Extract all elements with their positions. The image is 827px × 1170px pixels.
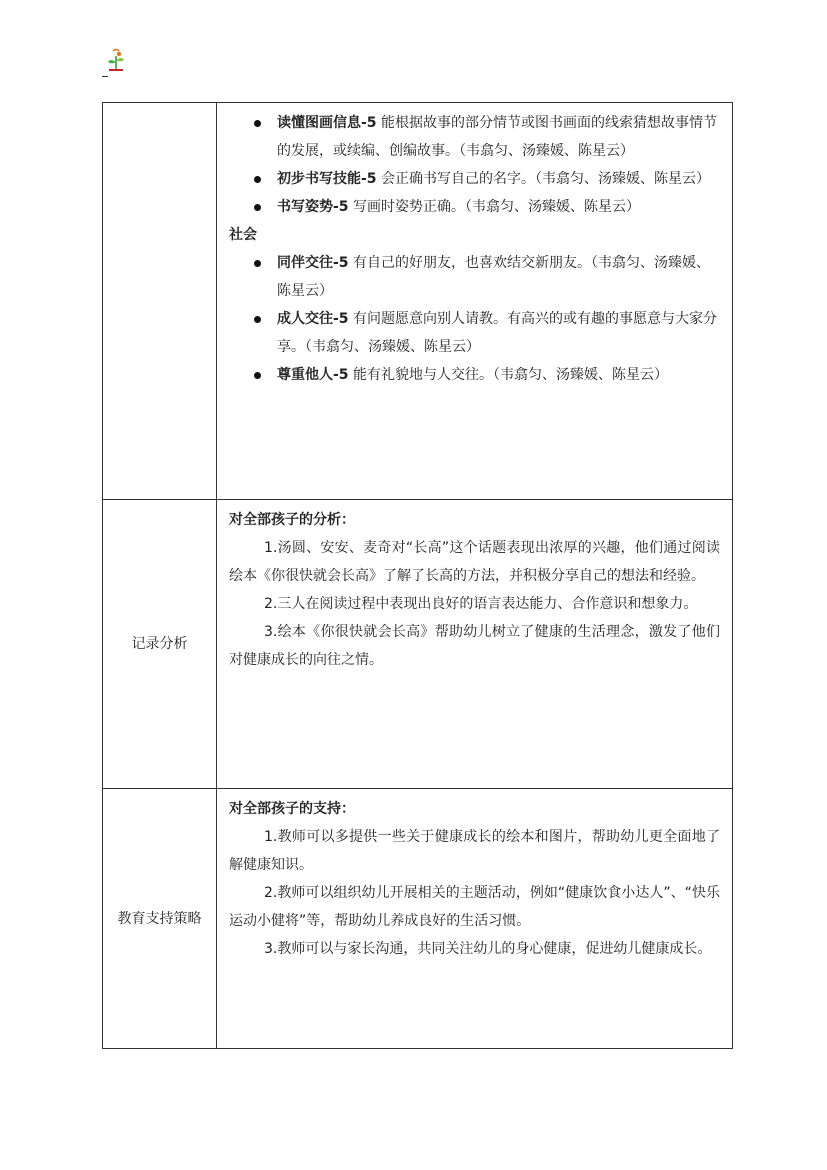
support-title: 对全部孩子的支持：: [229, 801, 355, 817]
analysis-paragraph: 1.汤圆、安安、麦奇对“长高”这个话题表现出浓厚的兴趣，他们通过阅读绘本《你很快就会长高》了解了长高的方法，并积极分享自己的想法和经验。: [229, 540, 720, 584]
list-item: 成人交往-5 有问题愿意向别人请教。有高兴的或有趣的事愿意与大家分享。（韦翕匀、汤臻媛、陈星云）: [229, 305, 720, 361]
list-item: 初步书写技能-5 会正确书写自己的名字。（韦翕匀、汤臻媛、陈星云）: [229, 165, 720, 193]
support-paragraph: 2.教师可以组织幼儿开展相关的主题活动，例如“健康饮食小达人”、“快乐运动小健将”等，帮助幼儿养成良好的生活习惯。: [229, 885, 720, 929]
bullet-icon: [254, 372, 261, 379]
kindergarten-logo-icon: [105, 48, 127, 74]
table-row: [103, 789, 733, 1049]
record-analysis-label: 记录分析: [103, 500, 217, 789]
bullet-icon: [254, 316, 261, 323]
bullet-icon: [254, 260, 261, 267]
bullet-icon: [254, 176, 261, 183]
bullet-icon: [254, 120, 261, 127]
list-item: 读懂图画信息-5 能根据故事的部分情节或图书画面的线索猜想故事情节的发展，或续编、创编故事。（韦翕匀、汤臻媛、陈星云）: [229, 109, 720, 165]
bullet-icon: [254, 204, 261, 211]
row-label: [103, 103, 217, 500]
analysis-paragraph: 3.绘本《你很快就会长高》帮助幼儿树立了健康的生活理念，激发了他们对健康成长的向往之情。: [229, 624, 720, 668]
list-item: 同伴交往-5 有自己的好朋友，也喜欢结交新朋友。（韦翕匀、汤臻媛、陈星云）: [229, 249, 720, 305]
analysis-paragraph: 2.三人在阅读过程中表现出良好的语言表达能力、合作意识和想象力。: [264, 596, 698, 612]
support-strategy-label: 教育支持策略: [103, 789, 217, 1049]
list-item: 尊重他人-5 能有礼貌地与人交往。（韦翕匀、汤臻媛、陈星云）: [229, 361, 720, 389]
observation-record-table: [102, 102, 733, 1049]
support-paragraph: 1.教师可以多提供一些关于健康成长的绘本和图片，帮助幼儿更全面地了解健康知识。: [229, 829, 720, 873]
support-paragraph: 3.教师可以与家长沟通，共同关注幼儿的身心健康，促进幼儿健康成长。: [264, 941, 712, 957]
social-section-title: 社会: [229, 227, 257, 243]
social-goal-list: [229, 249, 720, 389]
header-rule: [102, 76, 108, 77]
analysis-title: 对全部孩子的分析：: [229, 512, 355, 528]
table-row: [103, 103, 733, 500]
support-cell: [217, 789, 733, 1049]
table-row: [103, 500, 733, 789]
language-goal-list: [229, 109, 720, 221]
analysis-cell: [217, 500, 733, 789]
goals-cell: [217, 103, 733, 500]
list-item: 书写姿势-5 写画时姿势正确。（韦翕匀、汤臻媛、陈星云）: [229, 193, 720, 221]
